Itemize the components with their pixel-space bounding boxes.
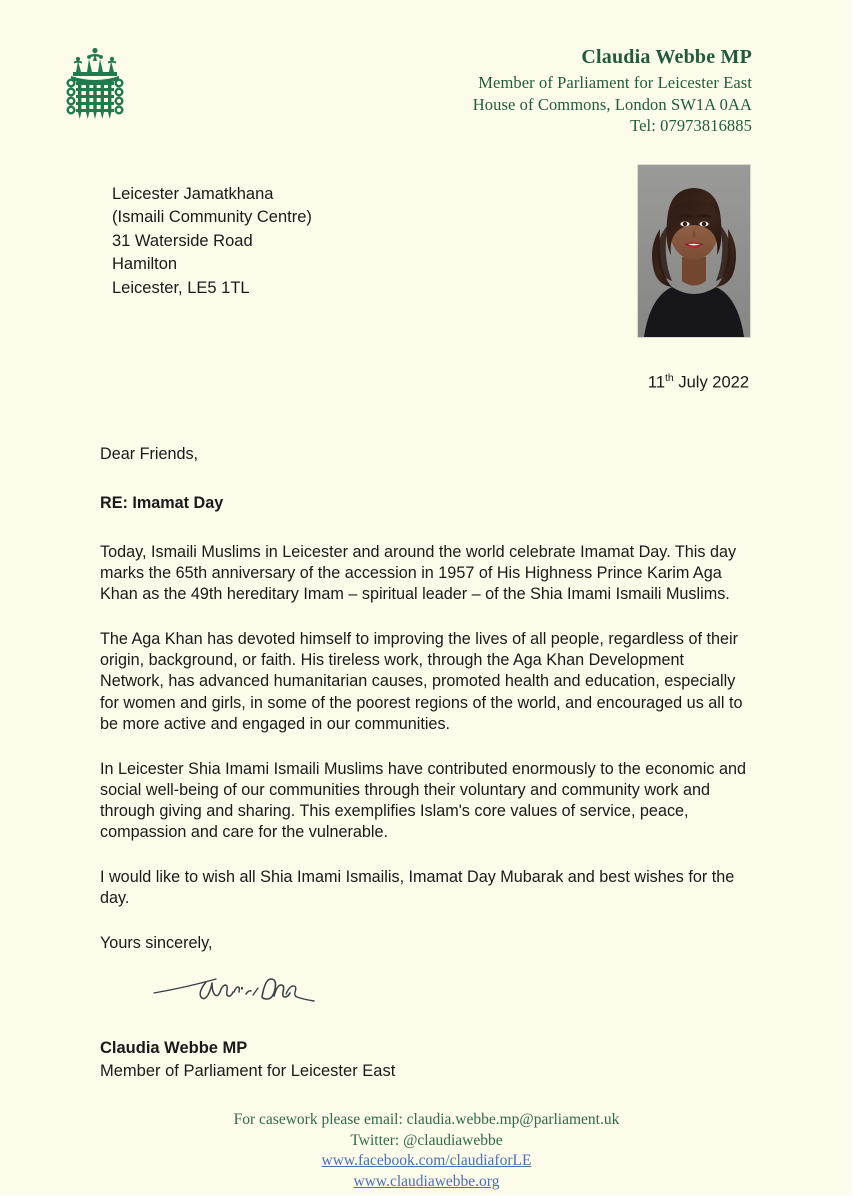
letterhead — [0, 0, 853, 150]
letterhead-role: Member of Parliament for Leicester East — [478, 72, 752, 92]
letterhead-address: House of Commons, London SW1A 0AA — [472, 94, 752, 114]
date-day: 11 — [647, 373, 666, 392]
address-line: 31 Waterside Road — [112, 231, 253, 250]
address-line: Leicester, LE5 1TL — [112, 278, 250, 297]
footer-website-link[interactable]: www.claudiawebbe.org — [353, 1172, 500, 1190]
letter-date — [648, 372, 749, 393]
paragraph: Today, Ismaili Muslims in Leicester and around the world celebrate Imamat Day. This day marks the 65th anniversary of the accession in 1957 of His Highness Prince Karim Aga Khan as the 49th hereditary Imam – spiritual leader – of the Shia Imami Ismaili Muslims. — [100, 543, 737, 604]
subject-line: RE: Imamat Day — [100, 494, 224, 513]
signoff-name: Claudia Webbe MP — [100, 1039, 248, 1057]
closing-line: Yours sincerely, — [100, 934, 213, 952]
date-rest: July 2022 — [673, 373, 749, 392]
letterhead-telephone: Tel: 07973816885 — [630, 116, 752, 136]
signoff-role: Member of Parliament for Leicester East — [100, 1062, 396, 1081]
letterhead-contact-block — [473, 44, 752, 137]
paragraph: In Leicester Shia Imami Ismaili Muslims have contributed enormously to the economic and social well-being of our communities through their voluntary and community work and through giving and sharing. This exemplifies Islam's core values of service, peace, compassion and care for the vulnerable. — [100, 759, 746, 841]
letterhead-name: Claudia Webbe MP — [581, 46, 752, 68]
handwritten-signature-icon — [150, 966, 320, 1014]
recipient-address — [112, 183, 312, 300]
footer-email-line: For casework please email: claudia.webbe.mp@parliament.uk — [233, 1111, 620, 1128]
footer — [0, 1110, 853, 1192]
address-line: Hamilton — [112, 255, 178, 274]
portrait-photo — [637, 164, 751, 338]
letter-body — [100, 444, 752, 954]
crowned-portcullis-icon — [60, 46, 130, 130]
address-line: (Ismaili Community Centre) — [112, 208, 312, 227]
footer-twitter-line: Twitter: @claudiawebbe — [350, 1131, 503, 1149]
paragraph: The Aga Khan has devoted himself to improving the lives of all people, regardless of their origin, background, or faith. His tireless work, through the Aga Khan Development Network, has advanced humanitarian causes, promoted health and education, especially for women and girls, in some of the poorest regions of the world, and encouraged us all to be more active and engaged in our communities. — [100, 630, 743, 733]
footer-facebook-link[interactable]: www.facebook.com/claudiaforLE — [321, 1152, 532, 1170]
address-line: Leicester Jamatkhana — [112, 185, 274, 203]
paragraph: I would like to wish all Shia Imami Ismailis, Imamat Day Mubarak and best wishes for the day. — [100, 867, 735, 907]
date-ordinal: th — [665, 372, 674, 384]
signoff-block — [100, 1037, 395, 1084]
salutation: Dear Friends, — [100, 445, 199, 463]
